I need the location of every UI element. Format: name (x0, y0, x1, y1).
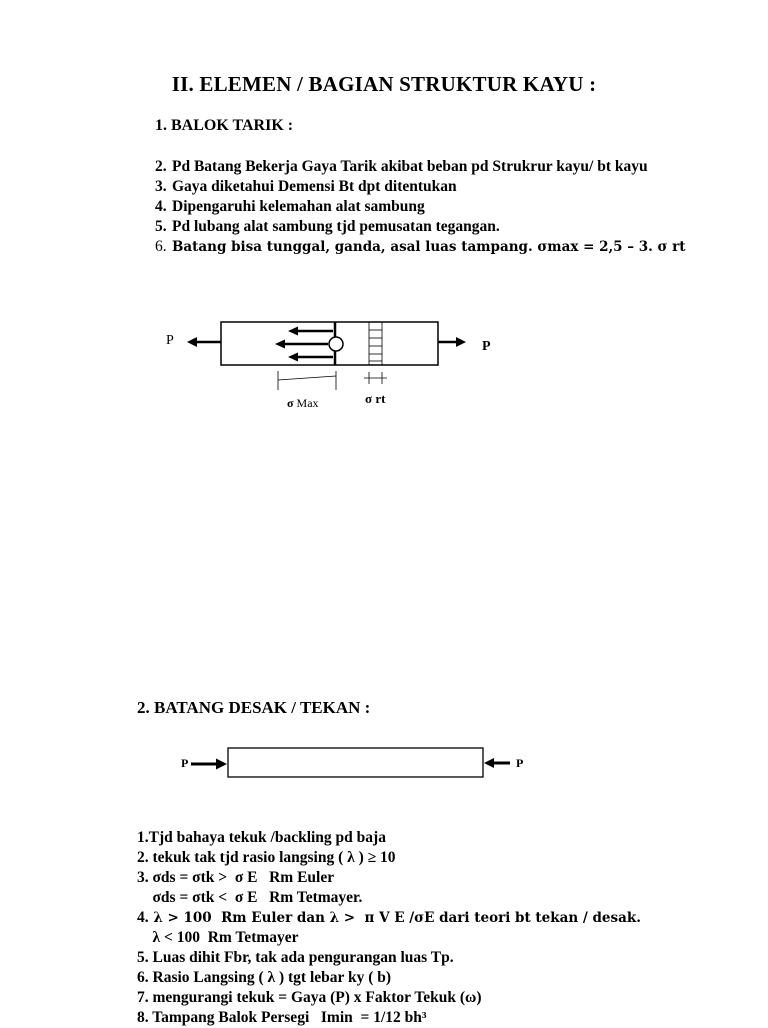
item-text: λ < 100 Rm Tetmayer (137, 929, 299, 946)
bolt-hole (329, 337, 343, 351)
list-item (137, 988, 737, 1008)
list-item (137, 868, 737, 888)
list-item (137, 948, 737, 968)
item-number: 2. (155, 158, 167, 175)
list-item (137, 908, 737, 928)
dimension-rt (364, 372, 387, 384)
list-item (137, 888, 737, 908)
uniform-stress-block (369, 322, 382, 365)
item-text: λ > 100 Rm Euler dan λ > π V E /σE dari teori bt tekan / desak. (148, 910, 641, 926)
item-number: 6. (137, 969, 149, 986)
item-text: Dipengaruhi kelemahan alat sambung (172, 198, 425, 215)
item-number: 4. (137, 909, 149, 926)
page-title: II. ELEMEN / BAGIAN STRUKTUR KAYU : (171, 72, 597, 96)
item-number: 5. (155, 218, 167, 235)
list-item (137, 828, 737, 848)
item-text: Pd lubang alat sambung tjd pemusatan tegangan. (172, 218, 500, 235)
item-text: tekuk tak tjd rasio langsing ( λ ) ≥ 10 (148, 849, 396, 866)
list-item (137, 968, 737, 988)
item-text: mengurangi tekuk = Gaya (P) x Faktor Tekuk (ω) (148, 989, 482, 1006)
list-item (137, 928, 737, 948)
item-number: 6. (155, 238, 167, 255)
right-load-label: P (482, 339, 491, 354)
item-text: Tampang Balok Persegi Imin = 1/12 bh³ (148, 1009, 427, 1026)
list-item (137, 848, 737, 868)
sigma-symbol: σ (287, 396, 294, 410)
tension-diagram (187, 322, 466, 390)
item-text: Tjd bahaya tekuk /backling pd baja (148, 829, 386, 846)
compression-left-label: P (181, 756, 189, 770)
dimension-max (278, 371, 336, 390)
compression-diagram (191, 748, 510, 777)
section-2-list (137, 828, 737, 1028)
item-text: σds = σtk < σ E Rm Tetmayer. (137, 889, 363, 906)
item-text: σds = σtk > σ E Rm Euler (148, 869, 335, 886)
item-text: Gaya diketahui Demensi Bt dpt ditentukan (172, 178, 457, 195)
sigma-rt-label: σ rt (365, 391, 386, 406)
item-number: 3. (137, 869, 149, 886)
item-number: 7. (137, 989, 149, 1006)
section-2-heading: 2. BATANG DESAK / TEKAN : (137, 698, 371, 717)
sigma-max-label (287, 396, 319, 411)
item-number: 8. (137, 1009, 149, 1026)
section-1-heading: 1. BALOK TARIK : (155, 117, 294, 134)
compression-beam (228, 748, 483, 777)
item-number: 1. (137, 829, 149, 846)
item-number: 3. (155, 178, 167, 195)
item-number: 5. (137, 949, 149, 966)
item-number: 2. (137, 849, 149, 866)
list-item (137, 1008, 737, 1028)
left-load-label: P (166, 333, 174, 348)
max-text: Max (296, 396, 319, 410)
item-text: Rasio Langsing ( λ ) tgt lebar ky ( b) (148, 969, 392, 986)
item-text: Batang bisa tunggal, ganda, asal luas tampang. σmax = 2,5 – 3. σ rt (172, 239, 686, 255)
item-text: Pd Batang Bekerja Gaya Tarik akibat beban pd Strukrur kayu/ bt kayu (172, 158, 648, 175)
item-text: Luas dihit Fbr, tak ada pengurangan luas Tp. (148, 949, 454, 966)
item-number: 4. (155, 198, 167, 215)
compression-right-label: P (516, 756, 524, 770)
